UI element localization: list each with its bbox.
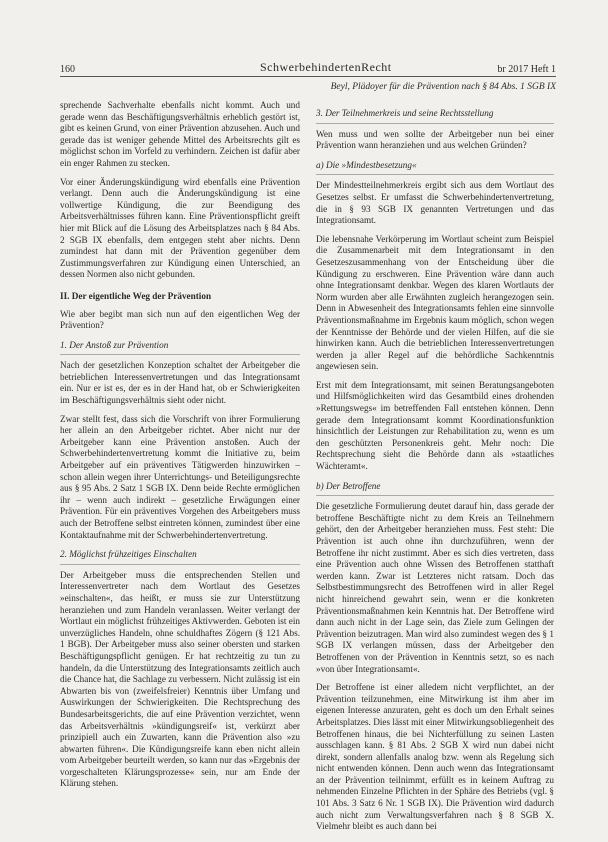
paragraph: Die lebensnahe Verkörperung im Wortlaut scheint zum Beispiel die Zusammenarbeit mit dem Integrationsamt in den Gesetzeszusammenhang von der Entscheidung über die Kündigung zu erschweren. Eine Prävention wäre dann auch ohne Integrationsamt denkbar. Wegen des klaren Wortlauts der Norm wurden aber alle Erwähnten zugleich herangezogen sein. Denn in Abwesenheit des Integrationsamts fehlen eine sinnvolle Präventionsmaßnahme im Ergebnis kaum möglich, schon wegen der Kenntnisse der Behörde und der vielen Hilfen, auf die sie hinwirken kann. Auch die betrieblichen Interessenvertretungen werden ja aller Regel auf die behördliche Sachkenntnis angewiesen sein.	[316, 233, 554, 372]
paragraph: Wie aber begibt man sich nun auf den eigentlichen Weg der Prävention?	[60, 308, 300, 331]
paragraph: Wen muss und wen sollte der Arbeitgeber nun bei einer Prävention wann heranziehen und aus welchen Gründen?	[316, 128, 554, 151]
paragraph: Die gesetzliche Formulierung deutet darauf hin, dass gerade der betroffene Beschäftigte nicht zu dem Kreis an Teilnehmern gehört, den der Arbeitgeber heranziehen muss. Fest steht: Die Prävention ist auch ohne ihn durchzuführen, wenn der Betroffene ihr nicht zustimmt. Aber es sich dies vertreten, dass eine Prävention auch ohne Wissen des Betroffenen statthaft werden kann. Zwar ist Letzteres nicht ratsam. Doch das Selbstbestimmungsrecht des Betroffenen wird in aller Regel nicht hinreichend gewahrt sein, wenn er die konkreten Präventionsmaßnahmen kein Kenntnis hat. Der Betroffene wird dann auch nicht in der Lage sein, das Ziele zum Gelingen der Prävention beizutragen. Man wird also zumindest wegen des § 1 SGB IX verlangen müssen, dass der Arbeitgeber den Betroffenen von der Prävention in Kenntnis setzt, so es nach »von über Integrationsamt«.	[316, 501, 554, 674]
paragraph: Der Betroffene ist einer alledem nicht verpflichtet, an der Prävention teilzunehmen, eine Mitwirkung ist ihm aber im eigenen Interesse anzuraten, geht es doch um den Erhalt seines Arbeitsplatzes. Dies lässt mit einer Mitwirkungsobliegenheit des Betroffenen hinaus, die bei Nichterfüllung zu seinen Lasten ausschlagen kann. § 81 Abs. 2 SGB X wird nun dabei nicht direkt, sondern allenfalls analog bzw. wenn als Regelung sich nicht entwenden können. Denn auch wenn das Integrationsamt an der Prävention teilnimmt, erfüllt es in keinem Auftrag zu nehmenden Einzelne Pflichten in der Sphäre des Betriebs (vgl. § 101 Abs. 3 Satz 6 Nr. 1 SGB IX). Die Prävention wird dadurch auch nicht zum Verwaltungsverfahren nach § 8 SGB X. Vielmehr bleibt es auch dann bei	[316, 682, 554, 832]
subsection-heading: a) Die »Mindestbesetzung«	[316, 160, 554, 176]
subsection-heading: 3. Der Teilnehmerkreis und seine Rechtsstellung	[316, 108, 554, 124]
subsection-heading: 1. Der Anstoß zur Prävention	[60, 340, 300, 356]
paragraph: Zwar stellt fest, dass sich die Vorschrift von ihrer Formulierung her allein an den Arbeitgeber richtet. Aber nicht nur der Arbeitgeber kann eine Prävention anstoßen. Auch der Schwerbehindertenvertretung kommt die Initiative zu, beim Arbeitgeber auf ein präventives Tätigwerden hinzuwirken – schon allein wegen ihrer Unterrichtungs- und Beteiligungsrechte aus § 95 Abs. 2 Satz 1 SGB IX. Denn beide Rechte ermöglichen ihr – wenn auch indirekt – gesetzliche Erwägungen einer Prävention. Für ein präventives Vorgehen des Arbeitgebers muss auch der Betroffene selbst eintreten können, zumindest über eine Kontaktaufnahme mit der Schwerbehindertenvertretung.	[60, 413, 300, 540]
paragraph: Erst mit dem Integrationsamt, mit seinen Beratungsangeboten und Hilfsmöglichkeiten wird das Gesamtbild eines drohenden »Rettungswegs« im betreffenden Fall entstehen können. Denn gerade dem Integrationsamt kommt Koordinationsfunktion hinsichtlich der Leistungen zur Rehabilitation zu, wenn es um den geschützten Personenkreis geht. Mehr noch: Die Rechtsprechung sieht die Behörde dann als »staatliches Wächteramt«.	[316, 379, 554, 472]
page-number: 160	[60, 64, 75, 75]
article-title: Beyl, Plädoyer für die Prävention nach § 84 Abs. 1 SGB IX	[330, 82, 556, 92]
paragraph: sprechende Sachverhalte ebenfalls nicht kommt. Auch und gerade wenn das Beschäftigungsverhältnis erheblich gestört ist, gibt es keinen Grund, von einer Prävention abzusehen. Auch und gerade das ist weniger gehende Mittel des Arbeitsrechts gilt es möglichst schon im Vorfeld zu verhindern. Zeichen ist dafür aber ein enger Rahmen zu stecken.	[60, 100, 300, 168]
section-heading: II. Der eigentliche Weg der Prävention	[60, 290, 212, 301]
header-rule	[60, 76, 556, 77]
paragraph: Der Mindestteilnehmerkreis ergibt sich aus dem Wortlaut des Gesetzes selbst. Er umfasst die Schwerbehindertenvertretung, die in § 93 SGB IX genannten Vertretungen und das Integrationsamt.	[316, 180, 554, 226]
subsection-heading: 2. Möglichst frühzeitiges Einschalten	[60, 549, 300, 565]
left-column	[60, 100, 300, 797]
paragraph: Nach der gesetzlichen Konzeption schaltet der Arbeitgeber die betrieblichen Interessenvertretungen und das Integrationsamt ein. Nur er ist es, der es in der Hand hat, ob er Schwierigkeiten im Beschäftigungsverhältnis sieht oder nicht.	[60, 360, 300, 406]
journal-title: SchwerbehindertenRecht	[260, 60, 392, 74]
issue-label: br 2017 Heft 1	[497, 64, 556, 75]
subsection-heading: b) Der Betroffene	[316, 481, 554, 497]
right-column	[316, 100, 554, 840]
paragraph: Der Arbeitgeber muss die entsprechenden Stellen und Interessenvertreter nach dem Wortlaut des Gesetzes »einschalten«, das heißt, er muss sie zur Unterstützung heranziehen und zum Handeln veranlassen. Weiter verlangt der Wortlaut ein möglichst frühzeitiges Aktivwerden. Geboten ist ein unverzügliches Handeln, ohne schuldhaftes Zögern (§ 121 Abs. 1 BGB). Der Arbeitgeber muss also seiner obersten und starken Beschäftigungspflicht genügen. Er hat rechtzeitig zu tun zu handeln, da die Unterstützung des Integrationsamts zeitlich auch die Chance hat, die Sachlage zu verbessern. Nicht zulässig ist ein Abwarten bis von (zweifelsfreier) Kenntnis über Umfang und Auswirkungen der Schwierigkeiten. Die Rechtsprechung des Bundesarbeitsgerichts, die auf eine Prävention verzichtet, wenn das Arbeitsverhältnis »kündigungsreif« ist, verkürzt aber prinzipiell auch ein Zuwarten, kann die Prävention also »zu abwarten führen«. Die Kündigungsreife kann eben nicht allein vom Arbeitgeber beurteilt werden, so kann nur das »Ergebnis der vorgeschalteten Klärungsprozesse« sein, nur am Ende der Klärung stehen.	[60, 569, 300, 789]
paragraph: Vor einer Änderungskündigung wird ebenfalls eine Prävention verlangt. Denn auch die Änderungskündigung ist eine vollwertige Kündigung, die zur Beendigung des Arbeitsverhältnisses führen kann. Eine Präventionspflicht greift hier mit Blick auf die Lösung des Arbeitsplatzes nach § 84 Abs. 2 SGB IX ebenfalls, dem entgegen steht aber nichts. Denn zumindest hat dann mit der Prävention gegenüber dem Zustimmungsverfahren zur Kündigung einen Unterschied, an dessen Normen also nicht gebunden.	[60, 176, 300, 280]
